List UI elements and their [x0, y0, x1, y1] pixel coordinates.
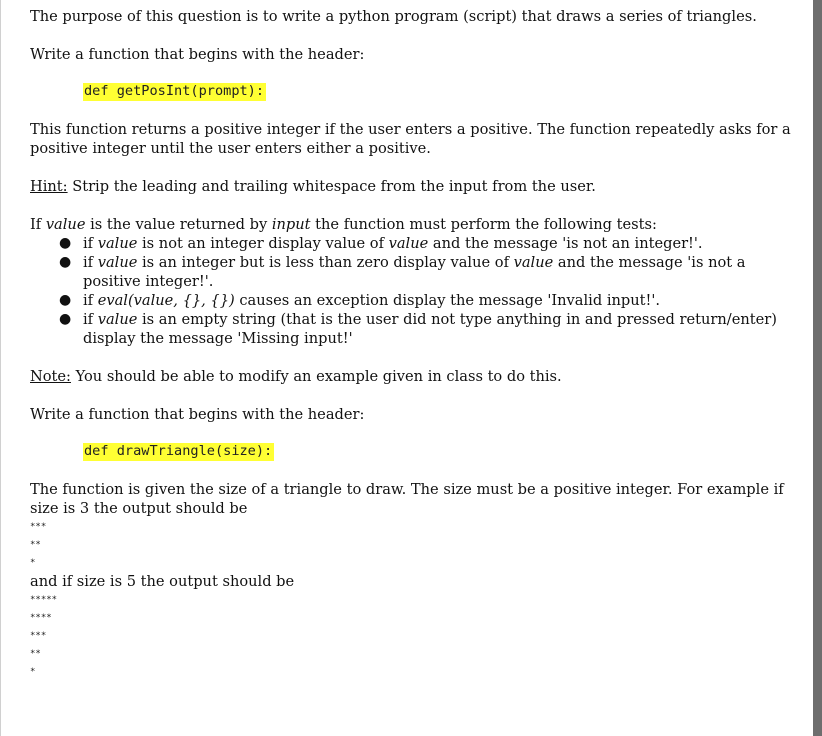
header1-intro: Write a function that begins with the header:	[30, 46, 365, 63]
bullet-icon: ●	[59, 292, 72, 308]
hint-label: Hint:	[30, 178, 68, 195]
test-italic: value	[97, 235, 138, 252]
tests-intro-part2: is the value returned by	[85, 216, 272, 233]
test-italic: value	[513, 254, 554, 271]
bullet-icon: ●	[59, 254, 72, 270]
code-getposint: def getPosInt(prompt):	[84, 83, 265, 99]
test-text: is an empty string (that is the user did not type anything in and pressed return/enter) display the message 'Missing input!'	[83, 311, 777, 347]
test-text: if	[83, 311, 98, 328]
code-block-drawtriangle	[83, 441, 800, 461]
test-text: is an integer but is less than zero display value of	[137, 254, 514, 271]
test-text: if	[83, 235, 98, 252]
star-row: **	[30, 540, 41, 550]
tests-intro-value: value	[45, 216, 86, 233]
intro-paragraph: The purpose of this question is to write a python program (script) that draws a series of triangles.	[30, 8, 757, 25]
star-row: ***	[30, 522, 47, 532]
note-paragraph	[30, 367, 800, 386]
star-row: *	[30, 667, 36, 677]
description-getposint: This function returns a positive integer if the user enters a positive. The function repeatedly asks for a positive integer until the user enters either a positive.	[30, 121, 791, 157]
star-row: **	[30, 649, 41, 659]
page-left-border	[0, 0, 1, 736]
test-text: if	[83, 292, 98, 309]
test-text: causes an exception display the message 'Invalid input!'.	[234, 292, 661, 309]
star-row: ****	[30, 613, 52, 623]
hint-text: Strip the leading and trailing whitespace from the input from the user.	[67, 178, 596, 195]
test-text: if	[83, 254, 98, 271]
test-italic: eval(value, {}, {})	[97, 292, 235, 309]
test-italic: value	[97, 311, 138, 328]
description-size-5: and if size is 5 the output should be	[30, 573, 295, 590]
code-drawtriangle: def drawTriangle(size):	[84, 443, 273, 459]
code-block-getposint	[83, 81, 800, 101]
test-text: and the message 'is not an integer!'.	[428, 235, 703, 252]
document-content	[30, 7, 800, 681]
example-output-size-5	[30, 591, 800, 681]
star-row: *	[30, 558, 36, 568]
hint-paragraph	[30, 177, 800, 196]
example-output-size-3	[30, 518, 800, 572]
star-row: *****	[30, 595, 58, 605]
scrollbar-gutter[interactable]	[813, 0, 822, 736]
tests-intro-part1: If	[30, 216, 46, 233]
note-text: You should be able to modify an example given in class to do this.	[70, 368, 562, 385]
test-italic: value	[388, 235, 429, 252]
test-text: is not an integer display value of	[137, 235, 389, 252]
header2-intro: Write a function that begins with the header:	[30, 406, 365, 423]
tests-intro	[30, 215, 800, 234]
test-item-empty-string	[30, 310, 800, 348]
bullet-icon: ●	[59, 235, 72, 251]
star-row: ***	[30, 631, 47, 641]
test-item-negative	[30, 253, 800, 291]
bullet-icon: ●	[59, 311, 72, 327]
note-label: Note:	[30, 368, 71, 385]
test-item-eval-exception	[30, 291, 800, 310]
description-drawtriangle: The function is given the size of a triangle to draw. The size must be a positive integer. For example if size is 3 the output should be	[30, 481, 784, 517]
test-italic: value	[97, 254, 138, 271]
test-item-not-integer	[30, 234, 800, 253]
tests-intro-part3: the function must perform the following tests:	[310, 216, 657, 233]
tests-list	[30, 234, 800, 348]
test-text: and the message 'is not a positive integer!'.	[83, 254, 746, 290]
tests-intro-input: input	[271, 216, 311, 233]
